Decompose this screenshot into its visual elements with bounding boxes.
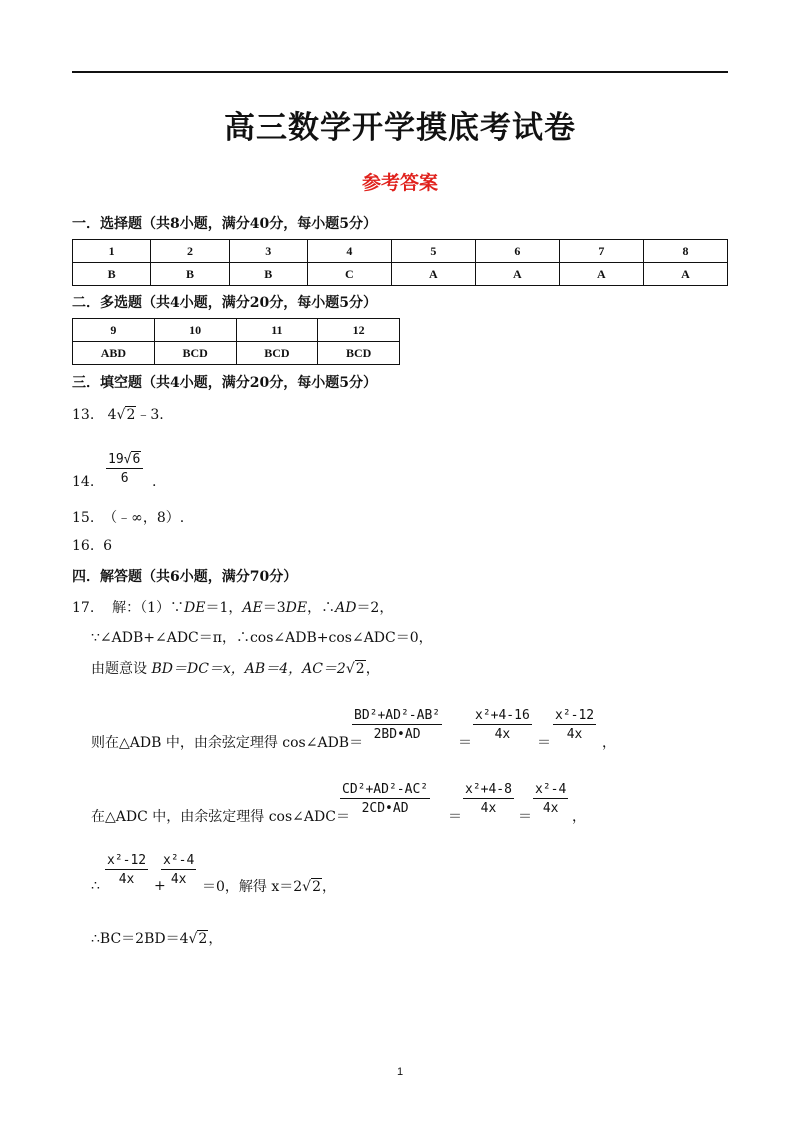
- table-cell: 1: [73, 240, 151, 263]
- answer-table-1: [72, 239, 728, 286]
- comma: ，: [572, 809, 586, 825]
- fraction-cos-adc: $\frac{\text{CD²+AD²-AC²}}{2CD•AD}$: [342, 782, 429, 816]
- table-cell: C: [307, 263, 391, 286]
- table-cell: B: [73, 263, 151, 286]
- table-cell: B: [229, 263, 307, 286]
- table-cell: ABD: [73, 342, 155, 365]
- table-row: [73, 319, 400, 342]
- table-cell: 2: [151, 240, 229, 263]
- q17-line-3: 由题意设 BD＝DC＝x，AB＝4，AC＝2√2，: [91, 661, 380, 677]
- page-subtitle: 参考答案: [361, 172, 438, 194]
- table-cell: 4: [307, 240, 391, 263]
- equals-sign: ＝: [448, 809, 462, 825]
- table-cell: B: [151, 263, 229, 286]
- q17-line-4-text: 则在△ADB 中，由余弦定理得 cos∠ADB＝: [91, 735, 364, 751]
- table-row: [73, 342, 400, 365]
- table-cell: 12: [318, 319, 400, 342]
- answer-14-period: .: [152, 474, 157, 490]
- table-row: [73, 240, 728, 263]
- answer-14-label: 14.: [72, 474, 95, 490]
- fraction-step-3: $\frac{\text{x²+4-8}}{4x}$: [465, 782, 512, 816]
- page-number: 1: [396, 1066, 404, 1078]
- table-cell: BCD: [154, 342, 236, 365]
- table-cell: 6: [475, 240, 559, 263]
- section1-heading: 一．选择题（共8小题，满分40分，每小题5分）: [72, 216, 377, 232]
- table-cell: 5: [391, 240, 475, 263]
- q17-line-1: 17. 解：（1）∵DE＝1，AE＝3DE，∴AD＝2，: [72, 600, 394, 616]
- q17-line-2: ∵∠ADB+∠ADC＝π，∴cos∠ADB+cos∠ADC＝0，: [91, 630, 433, 646]
- answer-14-fraction: $\frac{19√6}{6}$: [106, 452, 143, 486]
- table-cell: A: [475, 263, 559, 286]
- table-cell: 10: [154, 319, 236, 342]
- table-cell: 3: [229, 240, 307, 263]
- table-cell: BCD: [236, 342, 318, 365]
- table-cell: 11: [236, 319, 318, 342]
- table-cell: 9: [73, 319, 155, 342]
- plus-sign: +: [154, 878, 166, 894]
- answer-table-2: [72, 318, 400, 365]
- table-cell: BCD: [318, 342, 400, 365]
- page-title: 高三数学开学摸底考试卷: [224, 110, 576, 146]
- table-cell: 8: [643, 240, 727, 263]
- section4-heading: 四．解答题（共6小题，满分70分）: [72, 569, 298, 585]
- fraction-sum-2: $\frac{\text{x²-4}}{4x}$: [163, 853, 195, 887]
- top-rule: [72, 71, 728, 73]
- fraction-cos-adb: $\frac{\text{BD²+AD²-AB²}}{2BD•AD}$: [354, 708, 441, 742]
- table-row: [73, 263, 728, 286]
- fraction-sum-1: $\frac{\text{x²-12}}{4x}$: [107, 853, 147, 887]
- equals-sign: ＝: [537, 735, 551, 751]
- fraction-step-2: $\frac{\text{x²-12}}{4x}$: [555, 708, 595, 742]
- q17-line-6-result: ＝0，解得 x＝2√2，: [202, 879, 337, 895]
- therefore-symbol: ∴: [91, 878, 100, 894]
- table-cell: A: [643, 263, 727, 286]
- equals-sign: ＝: [518, 809, 532, 825]
- fraction-step-1: $\frac{\text{x²+4-16}}{4x}$: [475, 708, 530, 742]
- section3-heading: 三．填空题（共4小题，满分20分，每小题5分）: [72, 375, 377, 391]
- table-cell: 7: [559, 240, 643, 263]
- q17-line-5-text: 在△ADC 中，由余弦定理得 cos∠ADC＝: [91, 809, 350, 825]
- fraction-step-4: $\frac{\text{x²-4}}{4x}$: [535, 782, 567, 816]
- table-cell: A: [391, 263, 475, 286]
- answer-15: 15. （﹣∞，8）.: [72, 510, 185, 526]
- table-cell: A: [559, 263, 643, 286]
- q17-line-7: ∴BC＝2BD＝4√2，: [91, 931, 223, 947]
- equals-sign: ＝: [458, 735, 472, 751]
- answer-16: 16. 6: [72, 538, 113, 554]
- section2-heading: 二．多选题（共4小题，满分20分，每小题5分）: [72, 295, 377, 311]
- answer-13: 13. 4√2﹣3.: [72, 407, 164, 423]
- comma: ，: [602, 735, 616, 751]
